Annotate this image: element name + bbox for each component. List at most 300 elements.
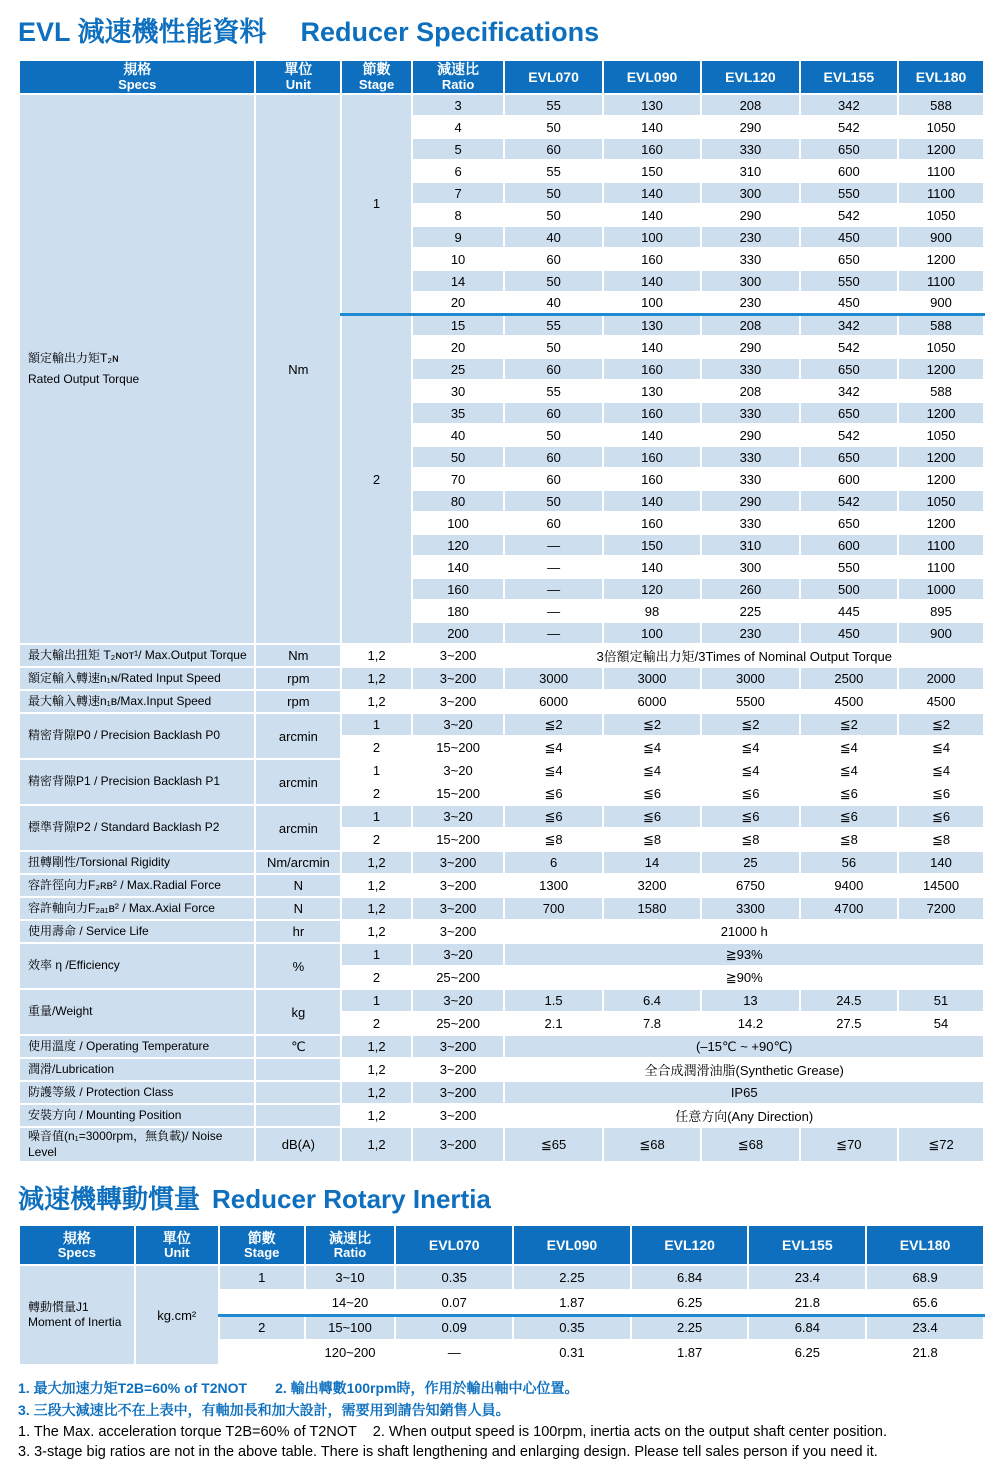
column-header-zh: EVL090	[546, 1237, 598, 1254]
value-cell: ≦4	[800, 736, 898, 759]
ratio-cell: 3~200	[412, 920, 505, 943]
value-cell: ≦4	[898, 736, 984, 759]
spec-label: 精密背隙P1 / Precision Backlash P1	[19, 759, 255, 805]
ratio-cell: 3~200	[412, 1035, 505, 1058]
value-cell: 4700	[800, 897, 898, 920]
spec-label: 防護等級 / Protection Class	[19, 1081, 255, 1104]
column-header	[631, 1225, 749, 1265]
column-header	[219, 1225, 305, 1265]
value-cell: 4500	[800, 690, 898, 713]
value-cell: 1.87	[631, 1340, 749, 1365]
header-row	[19, 60, 984, 94]
ratio-cell: 6	[412, 160, 505, 182]
unit-cell: arcmin	[255, 759, 341, 805]
value-cell: 140	[603, 270, 701, 292]
value-cell: 550	[800, 270, 898, 292]
value-cell: 230	[701, 622, 799, 644]
value-cell: 6.4	[603, 989, 701, 1012]
value-cell: ≦8	[800, 828, 898, 851]
value-cell: 0.31	[513, 1340, 631, 1365]
spec-label: 潤滑/Lubrication	[19, 1058, 255, 1081]
value-cell: 55	[504, 380, 602, 402]
column-header-en: Specs	[118, 76, 157, 92]
value-cell: 330	[701, 512, 799, 534]
ratio-cell: 70	[412, 468, 505, 490]
value-cell: 140	[603, 424, 701, 446]
ratio-cell: 120	[412, 534, 505, 556]
value-cell: 330	[701, 248, 799, 270]
value-cell: ≦4	[701, 759, 799, 782]
ratio-cell: 3~200	[412, 644, 505, 667]
table-row	[19, 1127, 984, 1162]
ratio-cell: 3	[412, 94, 505, 116]
column-header	[701, 60, 799, 94]
ratio-cell: 8	[412, 204, 505, 226]
unit-cell: hr	[255, 920, 341, 943]
ratio-cell: 160	[412, 578, 505, 600]
column-header-zh: EVL155	[782, 1237, 833, 1254]
spec-label: 最大輸出扭矩 T₂ɴᴏᴛ¹/ Max.Output Torque	[19, 644, 255, 667]
value-cell: 160	[603, 248, 701, 270]
value-cell: 60	[504, 248, 602, 270]
value-cell: 542	[800, 424, 898, 446]
value-cell: 1050	[898, 204, 984, 226]
spec-label-en: Moment of Inertia	[28, 1315, 122, 1330]
value-cell: 330	[701, 468, 799, 490]
column-header-zh: EVL180	[899, 1237, 951, 1254]
value-cell: 60	[504, 138, 602, 160]
value-cell: 23.4	[748, 1265, 866, 1290]
value-cell: ≦6	[504, 782, 602, 805]
table-row	[19, 1058, 984, 1081]
value-cell: 1200	[898, 358, 984, 380]
stage-cell: 1,2	[341, 1058, 411, 1081]
footnote-en-2: 3. 3-stage big ratios are not in the above table. There is shaft lengthening and enlarging design. Please tell sales person if you need it.	[18, 1444, 878, 1461]
value-cell: 14.2	[701, 1012, 799, 1035]
value-cell: ≦2	[898, 713, 984, 736]
stage-cell: 1	[341, 805, 411, 828]
value-cell: 140	[603, 490, 701, 512]
value-cell: 650	[800, 248, 898, 270]
value-cell: 9400	[800, 874, 898, 897]
value-cell: ≦72	[898, 1127, 984, 1162]
stage-cell: 1,2	[341, 1127, 411, 1162]
stage-cell: 1,2	[341, 920, 411, 943]
unit-cell: arcmin	[255, 805, 341, 851]
value-cell: 100	[603, 226, 701, 248]
column-header-zh: EVL155	[823, 68, 875, 85]
value-cell: 208	[701, 94, 799, 116]
value-cell: 23.4	[866, 1315, 984, 1340]
ratio-cell: 3~200	[412, 1058, 505, 1081]
unit-cell: %	[255, 943, 341, 989]
table-row	[19, 805, 984, 828]
table-row	[19, 713, 984, 736]
stage-cell: 1,2	[341, 1035, 411, 1058]
column-header-en: Ratio	[441, 76, 475, 92]
value-cell: 230	[701, 226, 799, 248]
ratio-cell: 14	[412, 270, 505, 292]
value-cell: 900	[898, 226, 984, 248]
inertia-table-body	[19, 1265, 984, 1365]
value-cell: ≦6	[603, 805, 701, 828]
stage-cell: 2	[341, 736, 411, 759]
spec-label: 效率 η /Efficiency	[19, 943, 255, 989]
value-cell: 445	[800, 600, 898, 622]
table-row	[19, 690, 984, 713]
value-cell: ≦8	[701, 828, 799, 851]
value-cell: 1200	[898, 468, 984, 490]
ratio-cell: 3~200	[412, 1081, 505, 1104]
value-cell: 150	[603, 160, 701, 182]
value-cell: —	[395, 1340, 513, 1365]
value-cell-span: 任意方向(Any Direction)	[504, 1104, 984, 1127]
value-cell: 140	[603, 336, 701, 358]
value-cell: 68.9	[866, 1265, 984, 1290]
value-cell: 208	[701, 380, 799, 402]
stage-cell: 1,2	[341, 644, 411, 667]
stage-cell: 1,2	[341, 690, 411, 713]
column-header	[603, 60, 701, 94]
column-header-en: Specs	[57, 1244, 97, 1260]
ratio-cell: 3~200	[412, 851, 505, 874]
value-cell: 50	[504, 490, 602, 512]
spec-label: 使用壽命 / Service Life	[19, 920, 255, 943]
value-cell: 51	[898, 989, 984, 1012]
value-cell: 500	[800, 578, 898, 600]
ratio-cell: 3~20	[412, 989, 505, 1012]
ratio-cell: 3~10	[305, 1265, 396, 1290]
inertia-title	[18, 1179, 985, 1216]
page-title	[18, 10, 985, 49]
value-cell: 0.09	[395, 1315, 513, 1340]
value-cell-span: ≧93%	[504, 943, 984, 966]
header-row	[19, 1225, 984, 1265]
value-cell: 330	[701, 402, 799, 424]
column-header-zh: EVL120	[664, 1237, 715, 1254]
ratio-cell: 15~200	[412, 736, 505, 759]
spec-label: 精密背隙P0 / Precision Backlash P0	[19, 713, 255, 759]
footnote-zh-2: 3. 三段大減速比不在上表中，有軸加長和加大設計，需要用到請告知銷售人員。	[18, 1402, 510, 1419]
ratio-cell: 3~20	[412, 943, 505, 966]
column-header	[395, 1225, 513, 1265]
value-cell: 450	[800, 226, 898, 248]
value-cell: 1300	[504, 874, 602, 897]
unit-cell: N	[255, 897, 341, 920]
value-cell: ≦6	[898, 805, 984, 828]
value-cell: 40	[504, 292, 602, 314]
spec-label	[19, 1265, 135, 1365]
column-header-en: Unit	[164, 1244, 190, 1260]
ratio-cell: 3~200	[412, 874, 505, 897]
inertia-table-header	[19, 1225, 984, 1265]
stage-cell: 2	[341, 782, 411, 805]
unit-cell: rpm	[255, 690, 341, 713]
value-cell: 342	[800, 94, 898, 116]
value-cell: 1580	[603, 897, 701, 920]
table-row	[19, 94, 984, 116]
unit-cell: arcmin	[255, 713, 341, 759]
footnotes	[18, 1378, 985, 1460]
column-header-zh: 單位	[162, 1229, 191, 1246]
value-cell: 55	[504, 160, 602, 182]
value-cell: 1200	[898, 402, 984, 424]
spec-label: 標準背隙P2 / Standard Backlash P2	[19, 805, 255, 851]
value-cell: 50	[504, 270, 602, 292]
value-cell-span: ≧90%	[504, 966, 984, 989]
value-cell: 6000	[504, 690, 602, 713]
ratio-cell: 140	[412, 556, 505, 578]
value-cell: 1200	[898, 446, 984, 468]
value-cell: 290	[701, 116, 799, 138]
value-cell: 25	[701, 851, 799, 874]
spec-label-zh: 額定輸出力矩T₂ɴ	[28, 350, 119, 365]
value-cell: 3300	[701, 897, 799, 920]
value-cell: 140	[603, 182, 701, 204]
value-cell-span: IP65	[504, 1081, 984, 1104]
unit-cell	[255, 1104, 341, 1127]
value-cell: 650	[800, 446, 898, 468]
ratio-cell: 9	[412, 226, 505, 248]
spec-label: 容許軸向力F₂ₐ₁ʙ² / Max.Axial Force	[19, 897, 255, 920]
value-cell-span: (–15℃ ~ +90℃)	[504, 1035, 984, 1058]
table-row	[19, 1035, 984, 1058]
value-cell: ≦4	[504, 759, 602, 782]
value-cell: ≦8	[603, 828, 701, 851]
value-cell: 60	[504, 358, 602, 380]
value-cell: ≦6	[504, 805, 602, 828]
ratio-cell: 3~200	[412, 667, 505, 690]
unit-cell: Nm	[255, 644, 341, 667]
spec-table-body	[19, 94, 984, 1162]
value-cell: ≦4	[800, 759, 898, 782]
ratio-cell: 10	[412, 248, 505, 270]
stage-cell: 1	[341, 713, 411, 736]
value-cell: 4500	[898, 690, 984, 713]
column-header	[504, 60, 602, 94]
value-cell: 6750	[701, 874, 799, 897]
spec-label: 最大輸入轉速n₁ʙ/Max.Input Speed	[19, 690, 255, 713]
spec-label: 容許徑向力F₂ʀʙ² / Max.Radial Force	[19, 874, 255, 897]
value-cell: ≦70	[800, 1127, 898, 1162]
ratio-cell: 15~200	[412, 828, 505, 851]
spec-label: 噪音值(n₁=3000rpm，無負載)/ Noise Level	[19, 1127, 255, 1162]
value-cell: 60	[504, 402, 602, 424]
ratio-cell: 30	[412, 380, 505, 402]
value-cell: 1.87	[513, 1290, 631, 1315]
value-cell-span: 3倍額定輸出力矩/3Times of Nominal Output Torque	[504, 644, 984, 667]
footnote-en-1: 1. The Max. acceleration torque T2B=60% of T2NOT 2. When output speed is 100rpm, inertia acts on the output shaft center position.	[18, 1424, 888, 1441]
value-cell: ≦6	[898, 782, 984, 805]
ratio-cell: 50	[412, 446, 505, 468]
value-cell: 330	[701, 446, 799, 468]
value-cell: 290	[701, 424, 799, 446]
unit-cell: kg	[255, 989, 341, 1035]
column-header-zh: 減速比	[328, 1229, 371, 1246]
table-row	[19, 897, 984, 920]
value-cell: 900	[898, 292, 984, 314]
column-header	[866, 1225, 984, 1265]
value-cell: —	[504, 556, 602, 578]
value-cell: —	[504, 578, 602, 600]
value-cell: 160	[603, 402, 701, 424]
value-cell: 100	[603, 292, 701, 314]
value-cell: 600	[800, 534, 898, 556]
value-cell: 50	[504, 424, 602, 446]
value-cell: 342	[800, 314, 898, 336]
value-cell: 2.25	[513, 1265, 631, 1290]
stage-cell: 2	[341, 1012, 411, 1035]
value-cell: 3000	[701, 667, 799, 690]
value-cell: 208	[701, 314, 799, 336]
table-row	[19, 644, 984, 667]
unit-cell: N	[255, 874, 341, 897]
spec-label-en: Rated Output Torque	[28, 371, 140, 386]
spec-label: 扭轉剛性/Torsional Rigidity	[19, 851, 255, 874]
stage-cell: 1	[341, 989, 411, 1012]
column-header-en: Ratio	[333, 1244, 367, 1260]
ratio-cell: 35	[412, 402, 505, 424]
value-cell: 55	[504, 314, 602, 336]
value-cell: 1100	[898, 160, 984, 182]
spec-label: 使用溫度 / Operating Temperature	[19, 1035, 255, 1058]
column-header	[748, 1225, 866, 1265]
value-cell: 98	[603, 600, 701, 622]
value-cell: 160	[603, 138, 701, 160]
value-cell: —	[504, 600, 602, 622]
ratio-cell: 15~200	[412, 782, 505, 805]
value-cell: 1100	[898, 534, 984, 556]
value-cell: ≦6	[603, 782, 701, 805]
value-cell: 342	[800, 380, 898, 402]
column-header-zh: EVL070	[428, 1237, 480, 1254]
value-cell: 6.84	[748, 1315, 866, 1340]
table-row	[19, 1104, 984, 1127]
value-cell: 130	[603, 94, 701, 116]
ratio-cell: 15~100	[305, 1315, 396, 1340]
inertia-title-zh: 減速機轉動慣量	[18, 1184, 201, 1215]
value-cell: 60	[504, 512, 602, 534]
spec-table-header	[19, 60, 984, 94]
value-cell: 24.5	[800, 989, 898, 1012]
value-cell: 600	[800, 160, 898, 182]
footnote-zh-1: 1. 最大加速力矩T2B=60% of T2NOT 2. 輸出轉數100rpm時，作用於輸出軸中心位置。	[18, 1380, 579, 1397]
stage-cell: 1	[341, 94, 411, 314]
value-cell: 40	[504, 226, 602, 248]
stage-cell: 1	[341, 943, 411, 966]
value-cell: ≦6	[800, 782, 898, 805]
value-cell: 6000	[603, 690, 701, 713]
value-cell: ≦2	[504, 713, 602, 736]
value-cell: 50	[504, 116, 602, 138]
ratio-cell: 7	[412, 182, 505, 204]
value-cell: 588	[898, 314, 984, 336]
value-cell: ≦4	[898, 759, 984, 782]
value-cell: 160	[603, 446, 701, 468]
value-cell: 3000	[504, 667, 602, 690]
value-cell: 50	[504, 204, 602, 226]
table-row	[19, 920, 984, 943]
value-cell: 260	[701, 578, 799, 600]
value-cell: —	[504, 622, 602, 644]
value-cell: ≦6	[800, 805, 898, 828]
value-cell: 542	[800, 204, 898, 226]
value-cell: 600	[800, 468, 898, 490]
page-title-zh: EVL 減速機性能資料	[18, 17, 267, 47]
value-cell: 650	[800, 358, 898, 380]
table-row	[19, 759, 984, 782]
value-cell: 6.25	[748, 1340, 866, 1365]
value-cell: 14	[603, 851, 701, 874]
value-cell: ≦2	[800, 713, 898, 736]
value-cell: 650	[800, 402, 898, 424]
ratio-cell: 25	[412, 358, 505, 380]
ratio-cell: 25~200	[412, 966, 505, 989]
ratio-cell: 3~20	[412, 759, 505, 782]
ratio-cell: 3~200	[412, 1127, 505, 1162]
spec-label: 重量/Weight	[19, 989, 255, 1035]
column-header-zh: EVL120	[725, 68, 776, 85]
ratio-cell: 3~200	[412, 897, 505, 920]
rotary-inertia-table	[18, 1224, 985, 1366]
value-cell: ≦65	[504, 1127, 602, 1162]
value-cell: ≦8	[504, 828, 602, 851]
value-cell: 450	[800, 292, 898, 314]
page-title-en: Reducer Specifications	[300, 17, 600, 47]
stage-cell	[219, 1340, 305, 1365]
value-cell: 6	[504, 851, 602, 874]
value-cell: 7200	[898, 897, 984, 920]
value-cell: 330	[701, 138, 799, 160]
value-cell: 300	[701, 182, 799, 204]
stage-cell: 1,2	[341, 1081, 411, 1104]
column-header-zh: EVL180	[915, 68, 967, 85]
value-cell: 310	[701, 534, 799, 556]
value-cell: 290	[701, 336, 799, 358]
column-header	[305, 1225, 396, 1265]
column-header-zh: EVL070	[528, 68, 579, 85]
table-row	[19, 1265, 984, 1290]
value-cell: 0.35	[395, 1265, 513, 1290]
unit-cell: Nm	[255, 94, 341, 644]
ratio-cell: 20	[412, 336, 505, 358]
value-cell: 588	[898, 94, 984, 116]
column-header	[898, 60, 984, 94]
value-cell: 140	[603, 116, 701, 138]
ratio-cell: 3~200	[412, 690, 505, 713]
value-cell: ≦4	[603, 736, 701, 759]
value-cell: 55	[504, 94, 602, 116]
value-cell: 150	[603, 534, 701, 556]
value-cell: 5500	[701, 690, 799, 713]
stage-cell: 2	[219, 1315, 305, 1340]
value-cell: —	[504, 534, 602, 556]
unit-cell: rpm	[255, 667, 341, 690]
column-header	[255, 60, 341, 94]
unit-cell: dB(A)	[255, 1127, 341, 1162]
column-header-zh: 節數	[247, 1229, 276, 1246]
inertia-title-en: Reducer Rotary Inertia	[212, 1184, 491, 1215]
stage-cell: 1,2	[341, 667, 411, 690]
column-header	[412, 60, 505, 94]
value-cell: 290	[701, 490, 799, 512]
value-cell: 0.35	[513, 1315, 631, 1340]
value-cell: 900	[898, 622, 984, 644]
value-cell: 1000	[898, 578, 984, 600]
column-header	[513, 1225, 631, 1265]
ratio-cell: 4	[412, 116, 505, 138]
column-header	[341, 60, 411, 94]
